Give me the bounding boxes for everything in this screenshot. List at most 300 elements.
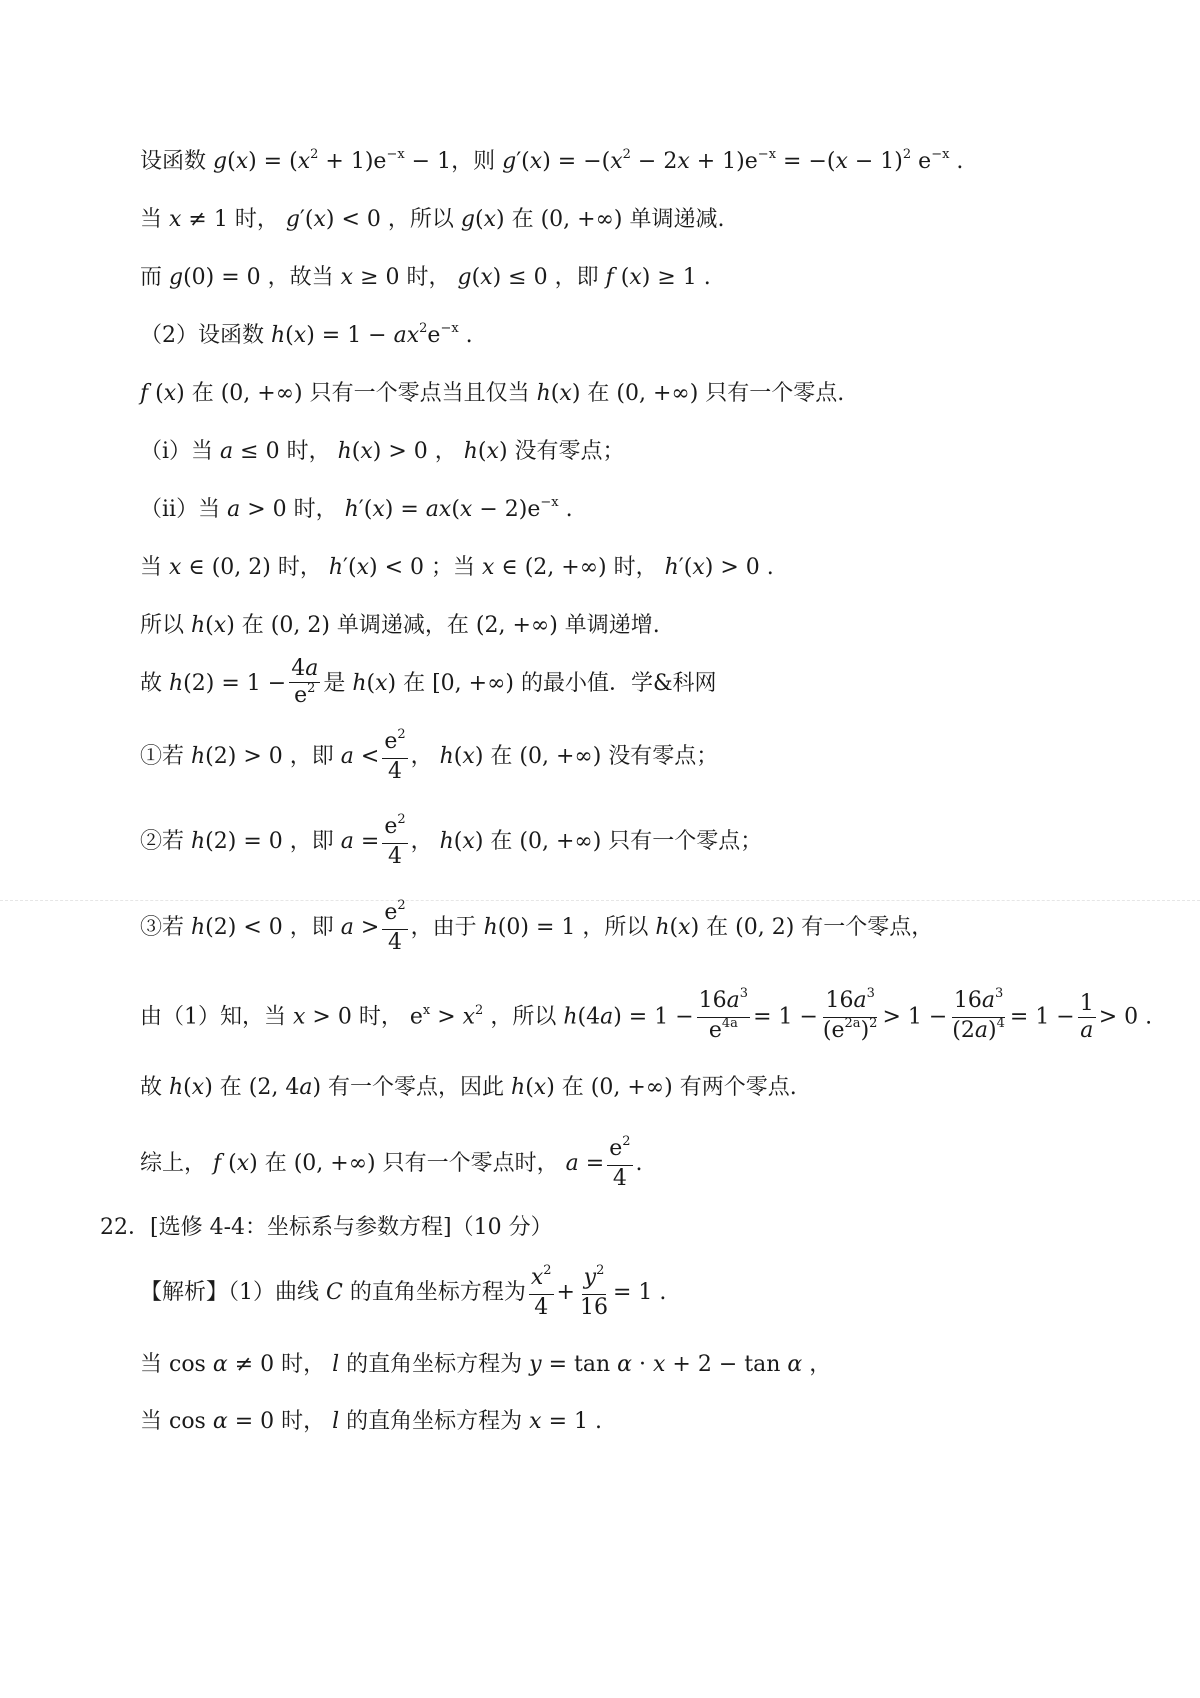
- text-run: (: [227, 149, 236, 174]
- text-run: 由（1）知，当: [140, 1004, 293, 1030]
- superscript: 2: [902, 147, 912, 162]
- math-variable: h: [344, 497, 359, 522]
- text-run: (: [613, 265, 630, 290]
- text-line: [140, 147, 963, 180]
- fraction-denominator: [578, 1295, 610, 1321]
- fraction-numerator: [382, 900, 407, 930]
- text-run: ) < 0 ，所以: [325, 207, 461, 232]
- text-run: ) 没有零点；: [498, 439, 625, 464]
- text-run: ，由于: [410, 915, 484, 940]
- math-variable: x: [340, 265, 354, 290]
- text-run: e: [294, 683, 308, 708]
- text-run: ) = 1 −: [613, 1004, 694, 1030]
- text-run: + 1)e: [318, 149, 387, 174]
- superscript: 3: [866, 986, 875, 1001]
- fraction: [578, 1265, 610, 1321]
- text-line: [140, 205, 725, 235]
- text-run: ) = 1 −: [306, 323, 394, 348]
- text-run: （ii）当: [140, 497, 228, 522]
- fraction-denominator: [386, 844, 404, 870]
- text-run: ′(: [358, 497, 373, 522]
- text-run: ) > 0 .: [704, 555, 774, 580]
- superscript: −x: [386, 147, 405, 162]
- math-variable: a: [340, 744, 354, 769]
- math-variable: x: [482, 555, 495, 580]
- text-run: 4: [387, 759, 402, 784]
- text-run: 的直角坐标方程为: [342, 1280, 526, 1305]
- text-run: 的直角坐标方程为: [339, 1352, 530, 1377]
- text-run: (4: [577, 1004, 601, 1030]
- fraction: [821, 988, 880, 1047]
- text-run: ) 在 (0, +∞) 只有一个零点.: [571, 381, 845, 406]
- math-variable: h: [563, 1004, 578, 1030]
- math-variable: x: [459, 497, 473, 522]
- text-run: 4: [612, 1166, 627, 1191]
- math-variable: h: [191, 744, 206, 769]
- fraction: [382, 900, 407, 956]
- math-variable: a: [565, 1151, 579, 1176]
- fraction-denominator: [707, 1018, 740, 1047]
- superscript: −x: [440, 321, 459, 336]
- text-line: [140, 1073, 797, 1103]
- superscript: 2: [397, 727, 406, 742]
- text-run: (: [366, 671, 376, 696]
- text-run: ): [860, 1018, 870, 1043]
- text-run: 当 cos: [140, 1409, 213, 1434]
- text-run: (: [525, 1075, 534, 1100]
- math-variable: a: [974, 1018, 989, 1043]
- math-variable: α: [617, 1352, 632, 1377]
- text-run: (: [471, 265, 481, 290]
- fraction-numerator: [582, 1265, 607, 1295]
- math-variable: x: [692, 555, 705, 580]
- math-variable: a: [600, 1004, 614, 1030]
- superscript: 3: [995, 986, 1004, 1001]
- math-variable: C: [326, 1280, 343, 1305]
- math-variable: α: [212, 1352, 228, 1377]
- math-variable: x: [530, 1265, 544, 1290]
- math-variable: f: [140, 381, 149, 406]
- text-run: ) 在 (0, +∞) 没有零点；: [474, 744, 719, 769]
- fraction-denominator: [611, 1166, 629, 1192]
- text-run: ) 在 (0, 2) 有一个零点，: [690, 915, 934, 940]
- math-variable: h: [536, 381, 551, 406]
- fraction-numerator: [1078, 991, 1096, 1018]
- text-run: >: [353, 915, 380, 940]
- math-variable: a: [227, 497, 241, 522]
- text-run: e: [384, 900, 398, 925]
- superscript: 4: [996, 1016, 1005, 1031]
- text-run: ) > 0 ，: [372, 439, 464, 464]
- fraction-numerator: [529, 1265, 554, 1295]
- math-variable: x: [629, 265, 642, 290]
- text-line: [140, 900, 933, 956]
- math-variable: x: [486, 439, 499, 464]
- text-run: = 1 −: [1009, 1004, 1075, 1030]
- math-variable: a: [340, 829, 354, 854]
- text-run: > 0 时，: [240, 497, 345, 522]
- math-variable: a: [340, 915, 354, 940]
- text-run: (: [285, 323, 294, 348]
- text-run: (: [475, 207, 484, 232]
- text-run: ①若: [140, 744, 191, 769]
- fraction-numerator: [289, 656, 320, 683]
- text-run: (2) = 0 ，即: [205, 829, 341, 854]
- math-variable: h: [169, 671, 184, 696]
- math-variable: h: [328, 555, 343, 580]
- math-variable: x: [375, 671, 388, 696]
- math-variable: x: [313, 207, 326, 232]
- fraction: [607, 1136, 632, 1192]
- text-run: (2) = 1 −: [183, 671, 287, 696]
- text-run: = tan: [541, 1352, 618, 1377]
- text-line: [140, 1407, 602, 1437]
- text-line: [140, 553, 774, 583]
- fraction: [950, 988, 1007, 1047]
- math-variable: g: [213, 149, 228, 174]
- superscript: 2: [596, 1263, 605, 1278]
- math-variable: h: [271, 323, 286, 348]
- text-run: − 1，则: [404, 149, 503, 174]
- math-variable: x: [169, 555, 182, 580]
- text-line: [140, 379, 844, 409]
- text-run: ) ≤ 0 ，即: [492, 265, 606, 290]
- text-run: ) = −(: [542, 149, 611, 174]
- text-run: ③若: [140, 915, 191, 940]
- superscript: 2: [397, 898, 406, 913]
- fraction-denominator: [532, 1295, 550, 1321]
- superscript: 2: [397, 812, 406, 827]
- superscript: 2: [310, 147, 319, 162]
- superscript: −x: [931, 147, 950, 162]
- text-run: .: [558, 497, 573, 522]
- math-variable: h: [191, 829, 206, 854]
- math-variable: a: [981, 988, 996, 1013]
- math-variable: x: [480, 265, 493, 290]
- text-run: .: [949, 149, 964, 174]
- fraction: [382, 814, 407, 870]
- text-run: ，所以: [483, 1004, 564, 1030]
- math-variable: h: [337, 439, 352, 464]
- text-run: (: [453, 744, 463, 769]
- superscript: 4a: [721, 1016, 738, 1031]
- fraction: [289, 656, 320, 712]
- text-run: > 1 −: [882, 1004, 948, 1030]
- fraction-denominator: [386, 759, 404, 785]
- math-variable: g: [169, 265, 184, 290]
- superscript: 2: [543, 1263, 552, 1278]
- math-variable: h: [664, 555, 679, 580]
- math-variable: x: [356, 555, 369, 580]
- math-variable: g: [457, 265, 472, 290]
- text-run: ) < 0 ；当: [369, 555, 482, 580]
- text-run: .: [635, 1151, 643, 1176]
- text-run: +: [556, 1280, 575, 1305]
- superscript: −x: [540, 495, 559, 510]
- text-line: [140, 1265, 666, 1321]
- fraction-denominator: [292, 683, 317, 712]
- text-run: = 1 −: [753, 1004, 818, 1030]
- math-variable: x: [483, 207, 497, 232]
- text-run: 故: [140, 671, 169, 696]
- math-variable: a: [726, 988, 740, 1013]
- text-run: ) 有一个零点，因此: [312, 1075, 512, 1100]
- text-run: (2: [952, 1018, 975, 1043]
- math-variable: l: [332, 1352, 340, 1377]
- text-run: e: [911, 149, 932, 174]
- text-run: ，: [802, 1352, 832, 1377]
- text-run: 当: [140, 207, 169, 232]
- math-variable: x: [163, 381, 177, 406]
- superscript: 2: [419, 321, 428, 336]
- text-run: 4: [387, 844, 402, 869]
- math-variable: x: [360, 439, 373, 464]
- math-variable: h: [191, 915, 206, 940]
- text-run: 而: [140, 265, 169, 290]
- text-line: [140, 263, 711, 293]
- fraction: [697, 988, 750, 1047]
- text-run: (: [183, 1075, 192, 1100]
- text-run: ): [988, 1018, 997, 1043]
- superscript: 2: [307, 681, 316, 696]
- text-run: =: [578, 1151, 605, 1176]
- math-variable: x: [677, 149, 690, 174]
- math-variable: ax: [393, 323, 420, 348]
- math-variable: x: [372, 497, 385, 522]
- text-run: e: [384, 729, 398, 754]
- text-run: 16: [953, 988, 982, 1013]
- text-run: (: [669, 915, 679, 940]
- text-run: (: [221, 1151, 237, 1176]
- text-run: (2) > 0 ，即: [205, 744, 341, 769]
- text-run: ) 在 (0, +∞) 单调递减.: [496, 207, 725, 232]
- text-run: ∈ (0, 2) 时，: [181, 555, 329, 580]
- math-variable: x: [652, 1352, 666, 1377]
- math-variable: g: [502, 149, 517, 174]
- text-run: 16: [579, 1295, 608, 1320]
- text-run: .: [458, 323, 473, 348]
- fraction-numerator: [823, 988, 876, 1018]
- math-variable: x: [462, 829, 475, 854]
- text-run: 当 cos: [140, 1352, 213, 1377]
- text-run: (2) < 0 ，即: [205, 915, 341, 940]
- math-variable: h: [352, 671, 367, 696]
- text-run: (0) = 0 ，故当: [183, 265, 341, 290]
- text-run: = 0 时，: [227, 1409, 333, 1434]
- math-variable: h: [511, 1075, 526, 1100]
- text-line: [140, 814, 762, 870]
- text-run: − 2)e: [472, 497, 541, 522]
- math-variable: α: [787, 1352, 803, 1377]
- text-run: 4: [291, 656, 306, 681]
- math-variable: x: [610, 149, 623, 174]
- text-run: − 1): [847, 149, 903, 174]
- text-run: + 2 − tan: [665, 1352, 788, 1377]
- fraction-denominator: [386, 930, 404, 956]
- math-variable: h: [439, 829, 454, 854]
- math-variable: x: [169, 207, 182, 232]
- text-run: (: [205, 613, 214, 638]
- math-variable: a: [305, 656, 319, 681]
- math-variable: x: [235, 149, 249, 174]
- text-line: [140, 611, 660, 641]
- math-variable: f: [605, 265, 614, 290]
- text-run: ) ≥ 1 .: [641, 265, 711, 290]
- text-run: 是: [323, 671, 353, 696]
- text-line: [140, 1350, 831, 1380]
- text-run: 当: [140, 555, 169, 580]
- text-run: ∈ (2, +∞) 时，: [494, 555, 665, 580]
- superscript: 3: [739, 986, 749, 1001]
- superscript: 2: [475, 1002, 484, 1018]
- math-variable: x: [462, 744, 475, 769]
- fraction: [382, 729, 407, 785]
- math-variable: a: [1080, 1018, 1094, 1043]
- text-run: ) 在 (2, 4: [204, 1075, 300, 1100]
- math-variable: x: [678, 915, 691, 940]
- superscript: −x: [757, 147, 777, 162]
- math-variable: a: [220, 439, 234, 464]
- text-run: 16: [825, 988, 854, 1013]
- math-variable: h: [655, 915, 670, 940]
- text-run: (0) = 1 ，所以: [497, 915, 656, 940]
- text-run: ) 在 (0, +∞) 只有一个零点；: [474, 829, 763, 854]
- fraction-numerator: [697, 988, 750, 1018]
- text-run: (e: [822, 1018, 845, 1043]
- text-run: ′(: [516, 149, 530, 174]
- fraction-denominator: [950, 1018, 1007, 1047]
- text-run: ′(: [343, 555, 357, 580]
- fraction-denominator: [1078, 1018, 1095, 1044]
- math-variable: h: [463, 439, 478, 464]
- text-run: ′(: [299, 207, 314, 232]
- text-line: [140, 437, 625, 467]
- math-variable: h: [191, 613, 206, 638]
- math-variable: x: [236, 1151, 250, 1176]
- text-run: ) = (: [248, 149, 298, 174]
- text-run: 22．[选修 4-4：坐标系与参数方程]（10 分）: [100, 1215, 553, 1240]
- text-run: e: [384, 814, 398, 839]
- math-variable: x: [213, 613, 227, 638]
- math-variable: ax: [425, 497, 452, 522]
- text-run: = 1 .: [541, 1409, 602, 1434]
- text-run: e: [609, 1136, 623, 1161]
- math-variable: α: [212, 1409, 228, 1434]
- fraction: [1078, 991, 1096, 1044]
- text-line: [140, 988, 1152, 1047]
- math-variable: x: [533, 1075, 547, 1100]
- text-run: e: [427, 323, 441, 348]
- math-variable: g: [285, 207, 300, 232]
- text-run: ≠ 1 时，: [181, 207, 286, 232]
- text-run: (: [351, 439, 361, 464]
- text-run: <: [353, 744, 380, 769]
- superscript: 2: [869, 1016, 878, 1031]
- text-run: =: [353, 829, 380, 854]
- fraction-numerator: [607, 1136, 632, 1166]
- fraction: [529, 1265, 554, 1321]
- text-run: = −(: [776, 149, 836, 174]
- text-run: 4: [534, 1295, 549, 1320]
- math-variable: y: [583, 1265, 597, 1290]
- math-variable: f: [213, 1151, 222, 1176]
- text-run: 综上，: [140, 1151, 213, 1176]
- math-variable: x: [529, 149, 543, 174]
- math-variable: x: [835, 149, 848, 174]
- text-run: ) 在 [0, +∞) 的最小值．学&科网: [387, 671, 717, 696]
- text-run: >: [430, 1004, 463, 1030]
- text-run: 的直角坐标方程为: [339, 1409, 530, 1434]
- fraction-numerator: [382, 814, 407, 844]
- superscript: x: [422, 1002, 431, 1018]
- math-variable: x: [529, 1409, 542, 1434]
- math-variable: g: [460, 207, 476, 232]
- text-run: ≠ 0 时，: [227, 1352, 333, 1377]
- text-run: 1: [1079, 991, 1094, 1016]
- text-run: ) 在 (0, 2) 单调递减，在 (2, +∞) 单调递增.: [226, 613, 660, 638]
- text-run: + 1)e: [689, 149, 758, 174]
- superscript: 2: [622, 1134, 631, 1149]
- text-run: ，: [410, 829, 440, 854]
- text-line: [140, 729, 718, 785]
- text-run: ≥ 0 时，: [353, 265, 458, 290]
- text-run: ②若: [140, 829, 191, 854]
- text-run: 故: [140, 1075, 169, 1100]
- math-variable: a: [299, 1075, 313, 1100]
- math-variable: h: [483, 915, 498, 940]
- text-run: ′(: [678, 555, 693, 580]
- text-line: [140, 656, 717, 712]
- fraction-numerator: [382, 729, 407, 759]
- text-run: ·: [632, 1352, 653, 1377]
- math-variable: x: [297, 149, 311, 174]
- text-run: (: [148, 381, 164, 406]
- text-line: [140, 495, 573, 528]
- text-run: （2）设函数: [140, 323, 271, 348]
- section-heading: [100, 1213, 553, 1243]
- fraction-numerator: [952, 988, 1005, 1018]
- text-run: ) =: [384, 497, 426, 522]
- text-run: (: [477, 439, 487, 464]
- math-variable: x: [462, 1004, 476, 1030]
- math-variable: h: [439, 744, 454, 769]
- text-run: ) 在 (0, +∞) 有两个零点.: [546, 1075, 797, 1100]
- text-run: 4: [387, 930, 402, 955]
- math-variable: y: [529, 1352, 542, 1377]
- superscript: 2a: [844, 1016, 861, 1031]
- text-run: 设函数: [140, 149, 213, 174]
- text-run: (: [550, 381, 560, 406]
- text-run: − 2: [630, 149, 678, 174]
- text-run: 【解析】（1）曲线: [140, 1280, 326, 1305]
- text-run: ) 在 (0, +∞) 只有一个零点当且仅当: [176, 381, 537, 406]
- math-variable: l: [332, 1409, 340, 1434]
- text-run: = 1 .: [612, 1280, 667, 1305]
- math-variable: x: [293, 323, 307, 348]
- text-run: (: [453, 829, 463, 854]
- text-run: 16: [698, 988, 727, 1013]
- text-run: 所以: [140, 613, 191, 638]
- text-line: [140, 321, 473, 354]
- text-line: [140, 1136, 643, 1192]
- text-run: e: [708, 1018, 722, 1043]
- math-variable: x: [559, 381, 572, 406]
- fraction-denominator: [821, 1018, 880, 1047]
- text-run: > 0 时， e: [305, 1004, 423, 1030]
- text-run: (: [451, 497, 460, 522]
- math-variable: x: [293, 1004, 306, 1030]
- text-run: ，: [410, 744, 440, 769]
